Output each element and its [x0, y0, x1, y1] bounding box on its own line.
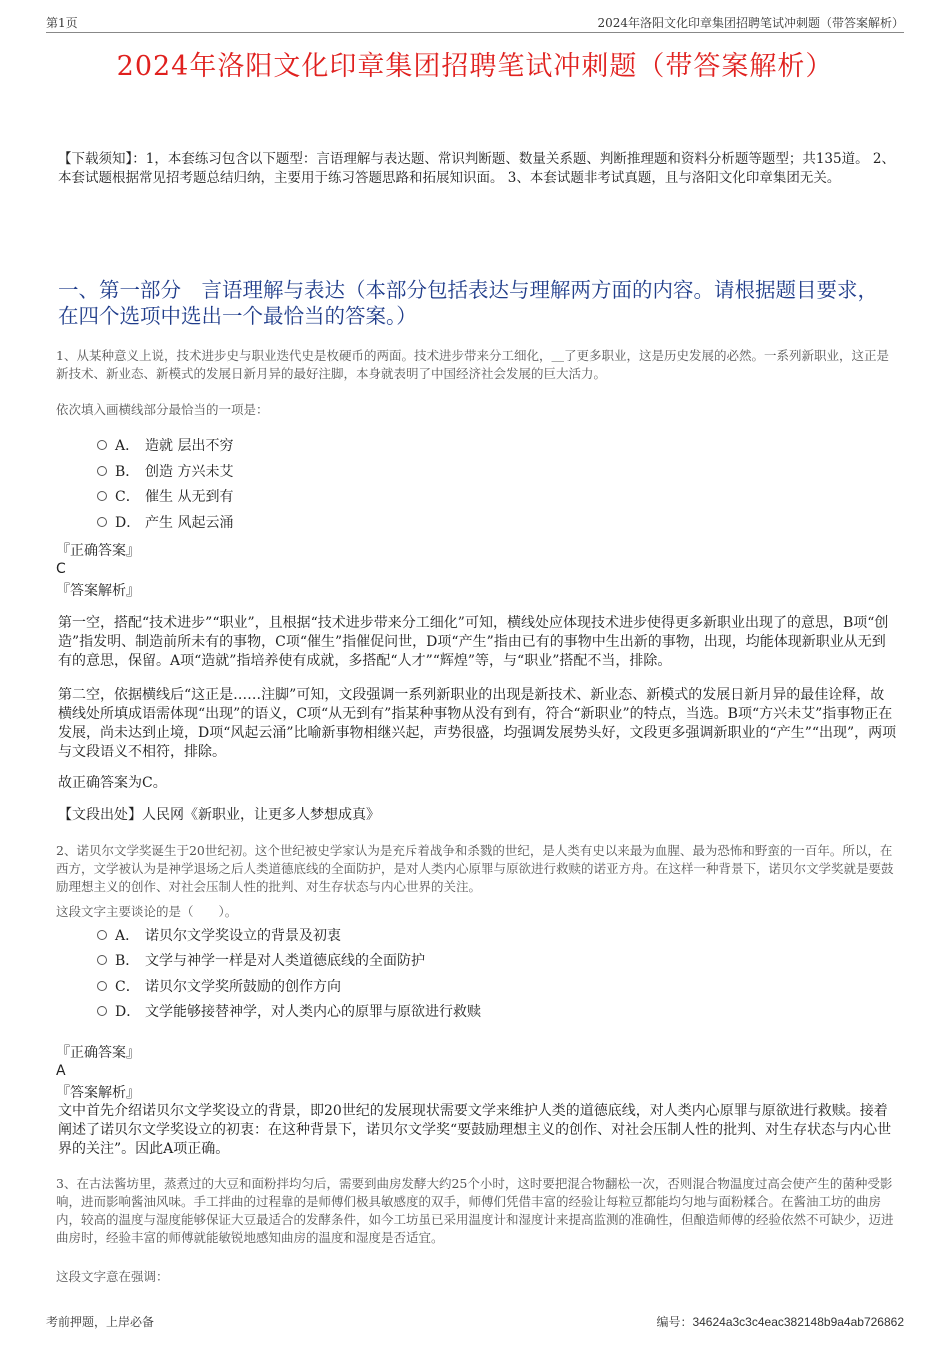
question-1-option-d[interactable]: D． 产生 风起云涌	[97, 513, 233, 533]
question-3-prompt: 这段文字意在强调：	[56, 1269, 169, 1284]
question-2-answer: A	[56, 1063, 66, 1079]
header-doc-title: 2024年洛阳文化印章集团招聘笔试冲刺题（带答案解析）	[597, 16, 904, 30]
question-1-option-a[interactable]: A． 造就 层出不穷	[97, 436, 233, 456]
question-2-option-d[interactable]: D． 文学能够接替神学，对人类内心的原罪与原欲进行救赎	[97, 1002, 481, 1022]
question-1-option-b[interactable]: B． 创造 方兴未艾	[97, 462, 233, 482]
question-2-analysis: 文中首先介绍诺贝尔文学奖设立的背景，即20世纪的发展现状需要文学来维护人类的道德底线，对人类内心原罪与原欲进行救赎。接着阐述了诺贝尔文学奖设立的初衷：在这种背景下，诺贝尔文学奖“要鼓励理想主义的创作、对社会压制人性的批判、对生存状态与内心世界的关注”。因此A项正确。	[58, 1103, 892, 1157]
question-1-answer: C	[56, 561, 66, 577]
question-3-text: 3、在古法酱坊里，蒸煮过的大豆和面粉拌均匀后，需要到曲房发酵大约25个小时，这时要把混合物翻松一次，否则混合物温度过高会使产生的菌种受影响，进而影响酱油风味。手工拌曲的过程靠的是师傅们极具敏感度的双手，师傅们凭借丰富的经验让每粒豆都能均匀地与面粉糅合。在酱油工坊的曲房内，较高的温度与湿度能够保证大豆最适合的发酵条件，如今工坊虽已采用温度计和湿度计来提高监测的准确性，但酿造师傅的经验依然不可缺少，迈进曲房时，经验丰富的师傅就能敏锐地感知曲房的温度和湿度是否适宜。	[56, 1176, 894, 1245]
radio-icon[interactable]	[97, 517, 107, 527]
radio-icon[interactable]	[97, 955, 107, 965]
section-title: 一、第一部分 言语理解与表达（本部分包括表达与理解两方面的内容。请根据题目要求，在四个选项中选出一个最恰当的答案。）	[58, 278, 878, 328]
question-1-prompt: 依次填入画横线部分最恰当的一项是：	[56, 402, 269, 417]
footer-code: 编号：34624a3c3c4eac382148b9a4ab726862	[656, 1315, 904, 1329]
question-2-option-c[interactable]: C． 诺贝尔文学奖所鼓励的创作方向	[97, 977, 341, 997]
question-1-answer-label: 『正确答案』	[56, 543, 140, 559]
question-2-prompt: 这段文字主要谈论的是（ ）。	[56, 904, 238, 919]
question-1-analysis-p2: 第二空，依据横线后“这正是……注脚”可知，文段强调一系列新职业的出现是新技术、新业态、新模式的发展日新月异的最佳诠释，故横线处所填成语需体现“出现”的语义，C项“从无到有”指某种事物从没有到有，符合“新职业”的特点，当选。B项“方兴未艾”指事物正在发展，尚未达到止境，D项“风起云涌”比喻新事物相继兴起，声势很盛，均强调发展势头好，文段更多强调新职业的“产生”“出现”，两项与文段语义不相符，排除。	[58, 687, 897, 760]
radio-icon[interactable]	[97, 491, 107, 501]
radio-icon[interactable]	[97, 466, 107, 476]
question-1-text: 1、从某种意义上说，技术进步史与职业迭代史是枚硬币的两面。技术进步带来分工细化，＿了更多职业，这是历史发展的必然。一系列新职业，这正是新技术、新业态、新模式的发展日新月异的最好注脚，本身就表明了中国经济社会发展的巨大活力。	[56, 348, 889, 381]
footer-slogan: 考前押题，上岸必备	[46, 1315, 155, 1329]
question-1-analysis-label: 『答案解析』	[56, 583, 140, 599]
question-2-option-a[interactable]: A． 诺贝尔文学奖设立的背景及初衷	[97, 926, 341, 946]
page-title: 2024年洛阳文化印章集团招聘笔试冲刺题（带答案解析）	[116, 51, 834, 82]
page-number: 第1页	[46, 16, 78, 30]
question-2-analysis-label: 『答案解析』	[56, 1085, 140, 1101]
question-1-source: 【文段出处】人民网《新职业，让更多人梦想成真》	[58, 807, 380, 823]
radio-icon[interactable]	[97, 440, 107, 450]
question-1-option-c[interactable]: C． 催生 从无到有	[97, 487, 233, 507]
question-2-option-b[interactable]: B． 文学与神学一样是对人类道德底线的全面防护	[97, 951, 425, 971]
question-2-text: 2、诺贝尔文学奖诞生于20世纪初。这个世纪被史学家认为是充斥着战争和杀戮的世纪，是人类有史以来最为血腥、最为恐怖和野蛮的一百年。所以，在西方，文学被认为是神学退场之后人类道德底线的全面防护，是对人类内心原罪与原欲进行救赎的诺亚方舟。在这样一种背景下，诺贝尔文学奖就是要鼓励理想主义的创作、对社会压制人性的批判、对生存状态与内心世界的关注。	[56, 843, 894, 894]
radio-icon[interactable]	[97, 1006, 107, 1016]
download-notice: 【下载须知】：1，本套练习包含以下题型：言语理解与表达题、常识判断题、数量关系题、判断推理题和资料分析题等题型；共135道。 2、本套试题根据常见招考题总结归纳，主要用于练习答题思路和拓展知识面。 3、本套试题非考试真题，且与洛阳文化印章集团无关。	[58, 151, 895, 186]
radio-icon[interactable]	[97, 981, 107, 991]
question-1-analysis-p1: 第一空，搭配“技术进步”“职业”，且根据“技术进步带来分工细化”可知，横线处应体现技术进步使得更多新职业出现了的意思，B项“创造”指发明、制造前所未有的事物，C项“催生”指催促问世，D项“产生”指由已有的事物中生出新的事物，出现，均能体现新职业从无到有的意思，保留。A项“造就”指培养使有成就，多搭配“人才”“辉煌”等，与“职业”搭配不当，排除。	[58, 615, 889, 669]
question-1-conclusion: 故正确答案为C。	[58, 775, 167, 791]
radio-icon[interactable]	[97, 930, 107, 940]
question-2-answer-label: 『正确答案』	[56, 1045, 140, 1061]
page-header	[46, 14, 904, 33]
